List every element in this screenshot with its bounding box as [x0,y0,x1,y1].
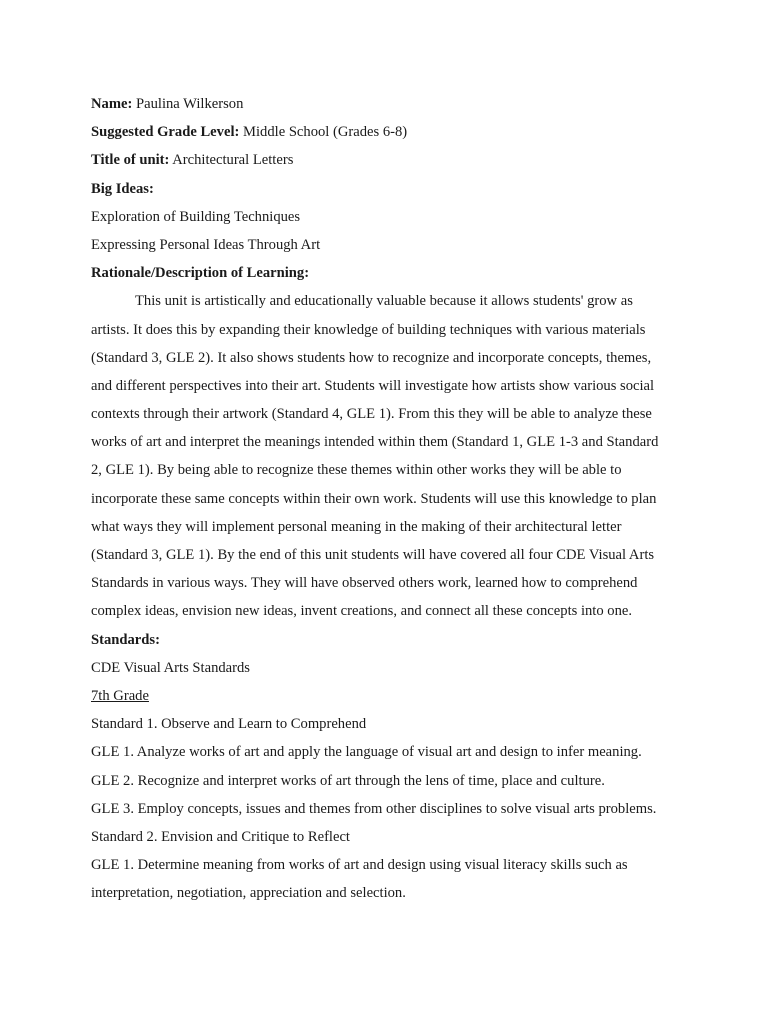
rationale-line: contexts through their artwork (Standard 4, GLE 1). From this they will be able to analyze these [91,406,652,423]
name-value: Paulina Wilkerson [136,96,244,112]
standard-1-title: Standard 1. Observe and Learn to Comprehend [91,716,367,733]
standard-2-gle-1: GLE 1. Determine meaning from works of art and design using visual literacy skills such as [91,857,628,874]
unit-title-value: Architectural Letters [172,152,294,169]
standards-heading: Standards: [91,631,160,648]
rationale-line: Standards in various ways. They will have observed others work, learned how to comprehend [91,575,638,592]
name-line [91,90,691,118]
standard-1-gle-3: GLE 3. Employ concepts, issues and themes from other disciplines to solve visual arts problems. [91,800,657,817]
standard-1-gle-1: GLE 1. Analyze works of art and apply the language of visual art and design to infer meaning. [91,744,642,761]
unit-title-label: Title of unit: [91,152,170,169]
rationale-line: incorporate these same concepts within their own work. Students will use this knowledge to plan [91,490,657,507]
big-idea-item: Expressing Personal Ideas Through Art [91,236,321,253]
document-body [91,90,691,907]
rationale-heading: Rationale/Description of Learning: [91,265,310,282]
rationale-line: (Standard 3, GLE 2). It also shows students how to recognize and incorporate concepts, themes, [91,349,652,366]
big-ideas-heading: Big Ideas: [91,180,154,197]
rationale-line: artists. It does this by expanding their knowledge of building techniques with various materials [91,321,646,338]
rationale-line: works of art and interpret the meanings intended within them (Standard 1, GLE 1-3 and Standard [91,434,659,451]
rationale-line: 2, GLE 1). By being able to recognize these themes within other works they will be able to [91,462,622,479]
standard-2-title: Standard 2. Envision and Critique to Reflect [91,828,350,845]
rationale-line: (Standard 3, GLE 1). By the end of this unit students will have covered all four CDE Visual Arts [91,547,655,563]
name-label: Name: [91,96,133,112]
rationale-line: what ways they will implement personal meaning in the making of their architectural letter [91,518,622,535]
standard-1-gle-2: GLE 2. Recognize and interpret works of art through the lens of time, place and culture. [91,772,605,789]
standards-subheading: CDE Visual Arts Standards [91,659,250,676]
big-idea-item: Exploration of Building Techniques [91,208,301,225]
standard-2-gle-1-continued: interpretation, negotiation, appreciation and selection. [91,885,406,902]
grade-level-label: Suggested Grade Level: [91,124,240,141]
rationale-line: and different perspectives into their art. Students will investigate how artists show various social [91,377,655,394]
unit-title-line [91,146,691,174]
grade-level-value: Middle School (Grades 6-8) [243,124,408,141]
grade-level-line [91,118,691,146]
rationale-line: This unit is artistically and educationally valuable because it allows students' grow as [135,293,633,310]
rationale-line: complex ideas, envision new ideas, invent creations, and connect all these concepts into one. [91,603,633,620]
grade-subheading: 7th Grade [91,687,149,704]
